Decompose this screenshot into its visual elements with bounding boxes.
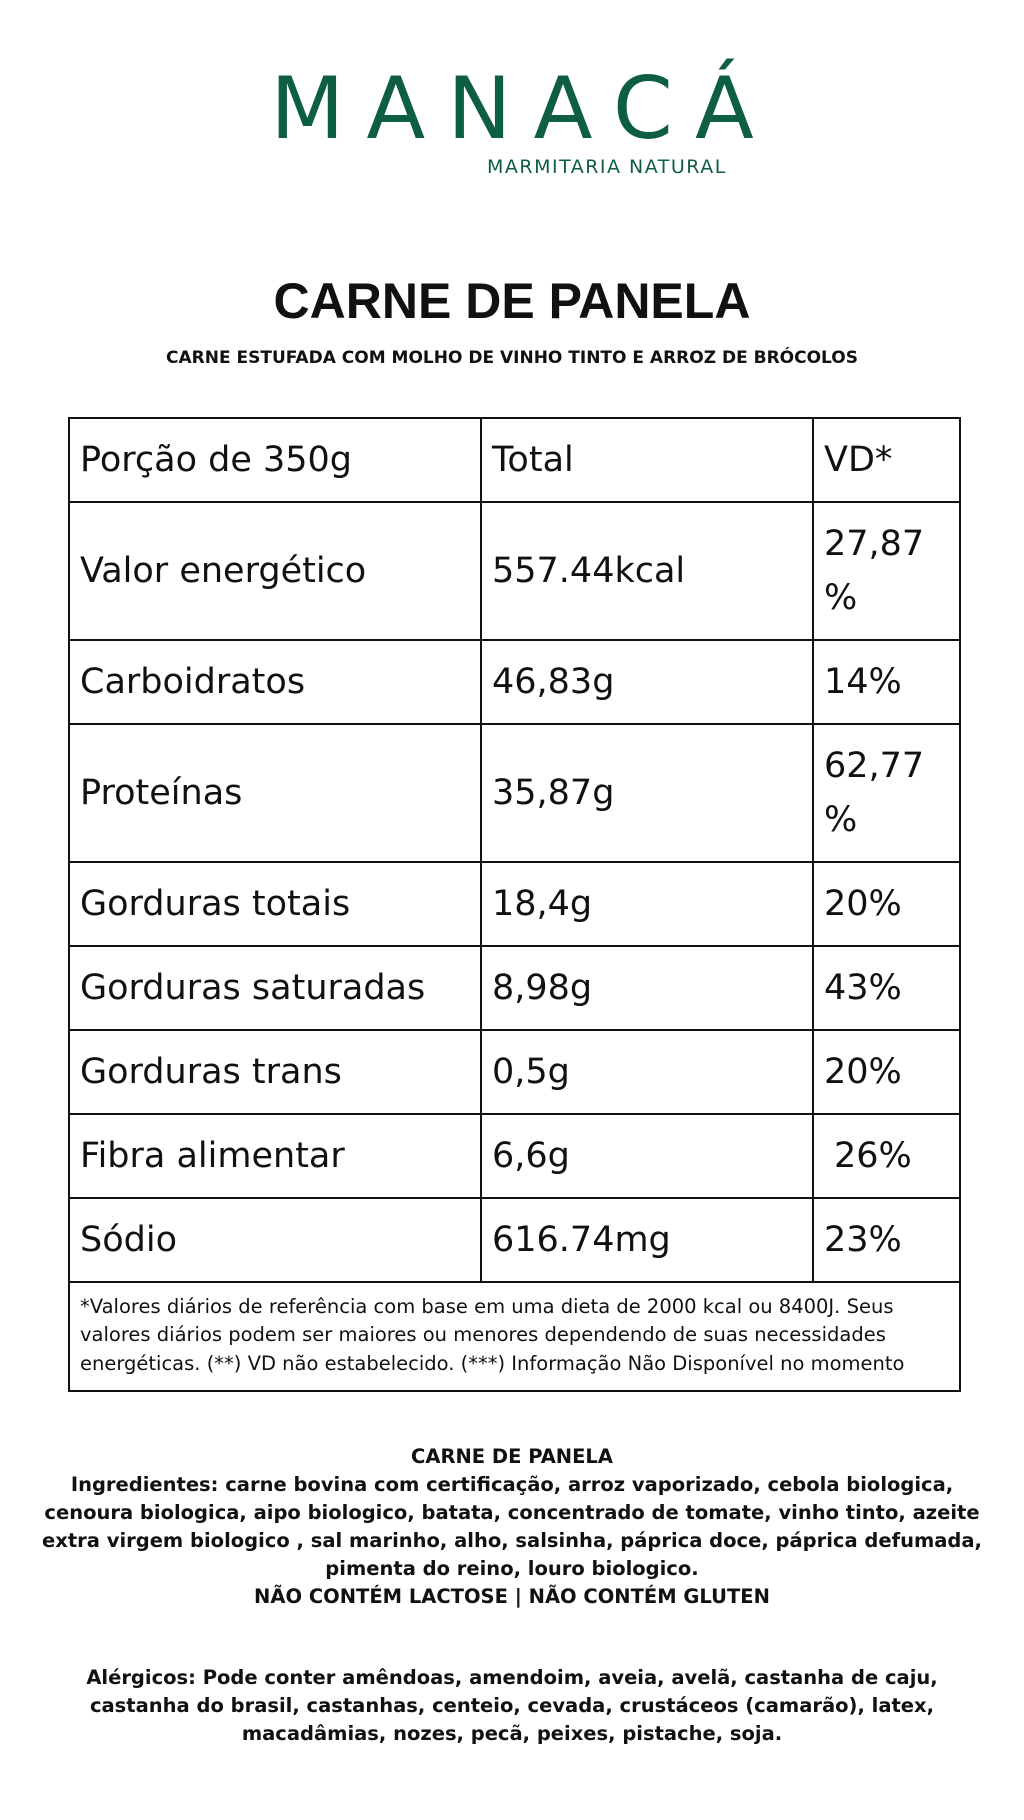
nutrient-name: Gorduras saturadas (69, 946, 481, 1030)
product-title: CARNE DE PANELA (273, 273, 751, 329)
nutrient-total: 557.44kcal (481, 502, 813, 640)
table-footnote-row (69, 1282, 960, 1391)
table-footnote: *Valores diários de referência com base em uma dieta de 2000 kcal ou 8400J. Seus valores diários podem ser maiores ou menores dependendo de suas necessidades energéticas. (**) VD não estabelecido. (***) Informação Não Disponível no momento (69, 1282, 960, 1391)
nutrient-name: Valor energético (69, 502, 481, 640)
ingredients-text: Ingredientes: carne bovina com certificação, arroz vaporizado, cebola biologica, cenoura biologica, aipo biologico, batata, concentrado de tomate, vinho tinto, azeite extra virgem biologico , sal marinho, alho, salsinha, páprica doce, páprica defumada, pimenta do reino, louro biologico. (42, 1473, 982, 1580)
nutrient-name: Sódio (69, 1198, 481, 1282)
brand-logo (0, 59, 1024, 178)
table-row (69, 502, 960, 640)
table-header-row (69, 418, 960, 502)
header-vd: VD* (813, 418, 960, 502)
product-subtitle: CARNE ESTUFADA COM MOLHO DE VINHO TINTO E ARROZ DE BRÓCOLOS (166, 348, 858, 368)
nutrient-vd: 62,77 % (813, 724, 960, 862)
nutrition-table (68, 417, 961, 1392)
brand-name: MANACÁ (270, 59, 776, 159)
nutrient-vd: 14% (813, 640, 960, 724)
nutrient-name: Carboidratos (69, 640, 481, 724)
table-row (69, 862, 960, 946)
allergens-text: Alérgicos: Pode conter amêndoas, amendoim, aveia, avelã, castanha de caju, castanha do brasil, castanhas, centeio, cevada, crustáceos (camarão), latex, macadâmias, nozes, pecã, peixes, pistache, soja. (86, 1666, 938, 1745)
nutrient-total: 6,6g (481, 1114, 813, 1198)
nutrient-total: 35,87g (481, 724, 813, 862)
dietary-claims: NÃO CONTÉM LACTOSE | NÃO CONTÉM GLUTEN (254, 1585, 770, 1608)
table-row (69, 640, 960, 724)
ingredients-heading: CARNE DE PANELA (411, 1445, 613, 1468)
nutrient-total: 616.74mg (481, 1198, 813, 1282)
table-row (69, 1114, 960, 1198)
header-portion: Porção de 350g (69, 418, 481, 502)
table-row (69, 1030, 960, 1114)
ingredients-section (36, 1443, 988, 1611)
nutrient-total: 18,4g (481, 862, 813, 946)
nutrient-total: 46,83g (481, 640, 813, 724)
nutrient-total: 8,98g (481, 946, 813, 1030)
nutrient-name: Proteínas (69, 724, 481, 862)
header-total: Total (481, 418, 813, 502)
nutrient-vd: 27,87 % (813, 502, 960, 640)
allergens-section (36, 1664, 988, 1748)
table-row (69, 724, 960, 862)
nutrient-vd: 23% (813, 1198, 960, 1282)
table-row (69, 946, 960, 1030)
nutrient-vd: 20% (813, 862, 960, 946)
nutrient-name: Fibra alimentar (69, 1114, 481, 1198)
brand-tagline: MARMITARIA NATURAL (487, 156, 727, 178)
nutrient-total: 0,5g (481, 1030, 813, 1114)
nutrient-vd: 43% (813, 946, 960, 1030)
nutrient-vd: 20% (813, 1030, 960, 1114)
table-row (69, 1198, 960, 1282)
nutrient-name: Gorduras trans (69, 1030, 481, 1114)
nutrient-name: Gorduras totais (69, 862, 481, 946)
nutrient-vd: 26% (813, 1114, 960, 1198)
